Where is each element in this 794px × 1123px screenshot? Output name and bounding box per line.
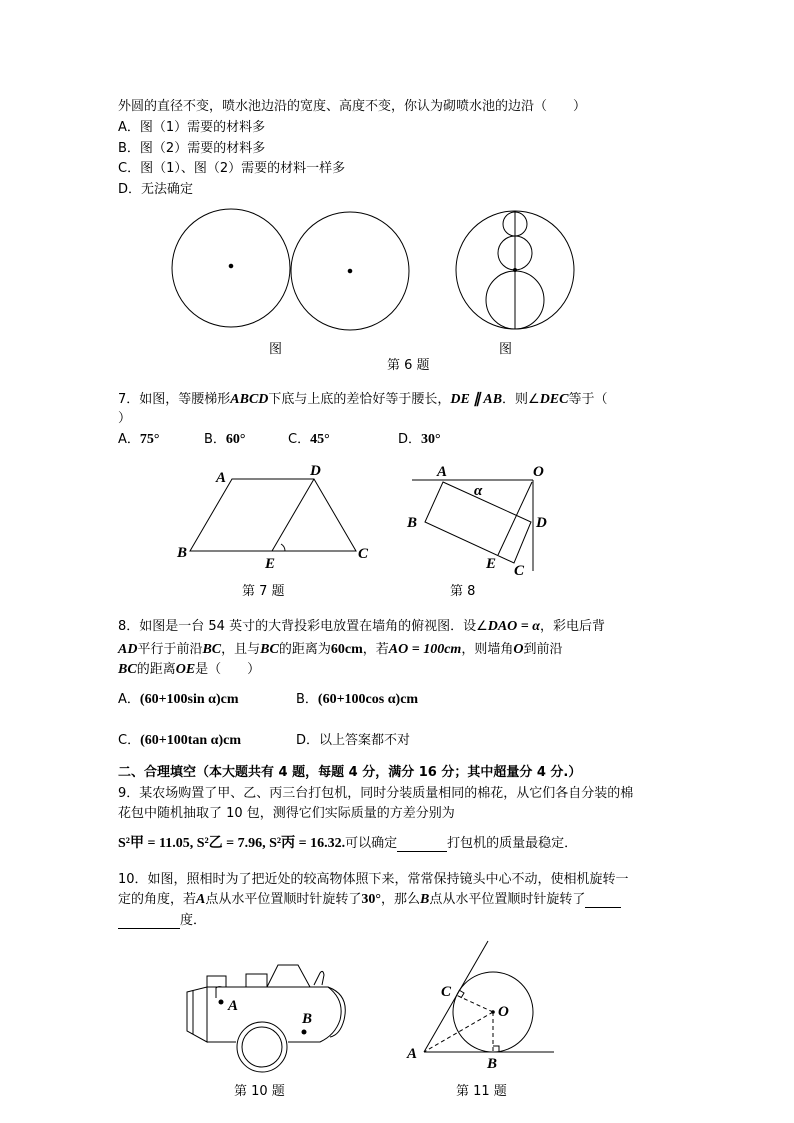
q7-option-b: B．60° [204, 432, 246, 447]
fig10-label-a: A [228, 998, 239, 1014]
figure-10-camera [187, 965, 345, 1072]
fig7-label-b: B [177, 545, 188, 561]
fig11-caption: 第 11 题 [456, 1084, 507, 1099]
fig10-point-a [219, 1000, 224, 1005]
fig8-label-alpha: α [474, 483, 483, 499]
fig10-label-b: B [302, 1011, 313, 1027]
q7-option-c: C．45° [288, 432, 330, 447]
figure-8-wall-corner [412, 480, 533, 571]
q10-answer-blank-cont[interactable] [118, 915, 180, 929]
q7-option-d: D．30° [398, 432, 441, 447]
q9-answer-blank[interactable] [397, 838, 447, 852]
fig8-label-d: D [536, 515, 547, 531]
fig7-label-a: A [216, 470, 227, 486]
fig7-caption: 第 7 题 [242, 584, 285, 599]
figure-6-2 [456, 211, 574, 329]
fig11-label-o: O [498, 1004, 509, 1020]
q8-option-c: C．(60+100tan α)cm [118, 733, 242, 748]
q6-option-a: A．图（1）需要的材料多 [118, 120, 266, 135]
q7-text: 7．如图，等腰梯形 [118, 392, 231, 407]
fig11-label-c: C [441, 984, 452, 1000]
fig11-label-a: A [407, 1046, 418, 1062]
figure-6-1 [172, 209, 409, 330]
q6-option-d: D．无法确定 [118, 182, 194, 197]
q7-math-dec: DEC [539, 392, 569, 407]
fig6-2-label: 图 [499, 342, 513, 357]
q9-line1: 9．某农场购置了甲、乙、丙三台打包机，同时分装质量相同的棉花，从它们各自分装的棉 [118, 786, 634, 801]
fig7-label-d: D [310, 463, 321, 479]
fig7-label-e: E [265, 556, 276, 572]
q6-option-c: C．图（1）、图（2）需要的材料一样多 [118, 161, 346, 176]
q7-text: ．则∠ [502, 392, 540, 407]
q6-option-b: B．图（2）需要的材料多 [118, 141, 266, 156]
q7-math-de-ab: DE ∥ AB [450, 392, 503, 407]
fig8-caption: 第 8 [450, 584, 476, 599]
fig6-caption: 第 6 题 [387, 358, 430, 373]
q7-stem-end: ） [118, 411, 132, 426]
fig8-label-e: E [486, 556, 497, 572]
fig7-label-c: C [358, 546, 369, 562]
q8-line2: AD平行于前沿BC，且与BC的距离为60cm，若AO = 100cm，则墙角O到前沿 [118, 642, 563, 657]
figure-7-trapezoid [190, 479, 356, 551]
fig8-label-o: O [533, 464, 544, 480]
q8-option-b: B．(60+100cos α)cm [296, 692, 419, 707]
q8-option-a: A．(60+100sin α)cm [118, 692, 239, 707]
q7-option-a: A．75° [118, 432, 160, 447]
section-2-title: 二、合理填空（本大题共有 4 题，每题 4 分，满分 16 分；其中超量分 4 分.） [118, 765, 582, 780]
q7-math-abcd: ABCD [230, 392, 269, 407]
fig11-label-b: B [487, 1056, 498, 1072]
q7-text: 等于（ [568, 392, 608, 407]
fig8-label-a: A [437, 464, 448, 480]
q9-variance-formula: S²甲 = 11.05, S²乙 = 7.96, S²丙 = 16.32. [118, 836, 346, 851]
fig8-label-c: C [514, 563, 525, 579]
fig10-caption: 第 10 题 [234, 1084, 285, 1099]
q7-stem [118, 392, 608, 408]
q10-line1: 10．如图，照相时为了把近处的较高物体照下来，常常保持镜头中心不动，使相机旋转一 [118, 872, 629, 887]
fig6-1-label: 图 [269, 342, 283, 357]
q10-line2: 定的角度，若A点从水平位置顺时针旋转了30°，那么B点从水平位置顺时针旋转了 [118, 892, 621, 908]
q6-stem: 外圆的直径不变，喷水池边沿的宽度、高度不变，你认为砌喷水池的边沿（ ） [118, 99, 587, 114]
fig10-point-b [302, 1030, 307, 1035]
q9-line3: S²甲 = 11.05, S²乙 = 7.96, S²丙 = 16.32.可以确定 打包机的质量最稳定． [118, 836, 578, 851]
q10-answer-blank[interactable] [585, 894, 621, 908]
q8-line3: BC的距离OE是（ ） [118, 662, 261, 677]
q9-line2: 花包中随机抽取了 10 包，测得它们实际质量的方差分别为 [118, 806, 455, 821]
q7-text: 下底与上底的差恰好等于腰长， [268, 392, 451, 407]
q10-line3: 度． [118, 913, 206, 929]
q8-option-d: D．以上答案都不对 [296, 733, 411, 748]
fig8-label-b: B [407, 515, 418, 531]
q8-line1: 8．如图是一台 54 英寸的大背投彩电放置在墙角的俯视图．设∠DAO = α，彩电后背 [118, 619, 606, 634]
